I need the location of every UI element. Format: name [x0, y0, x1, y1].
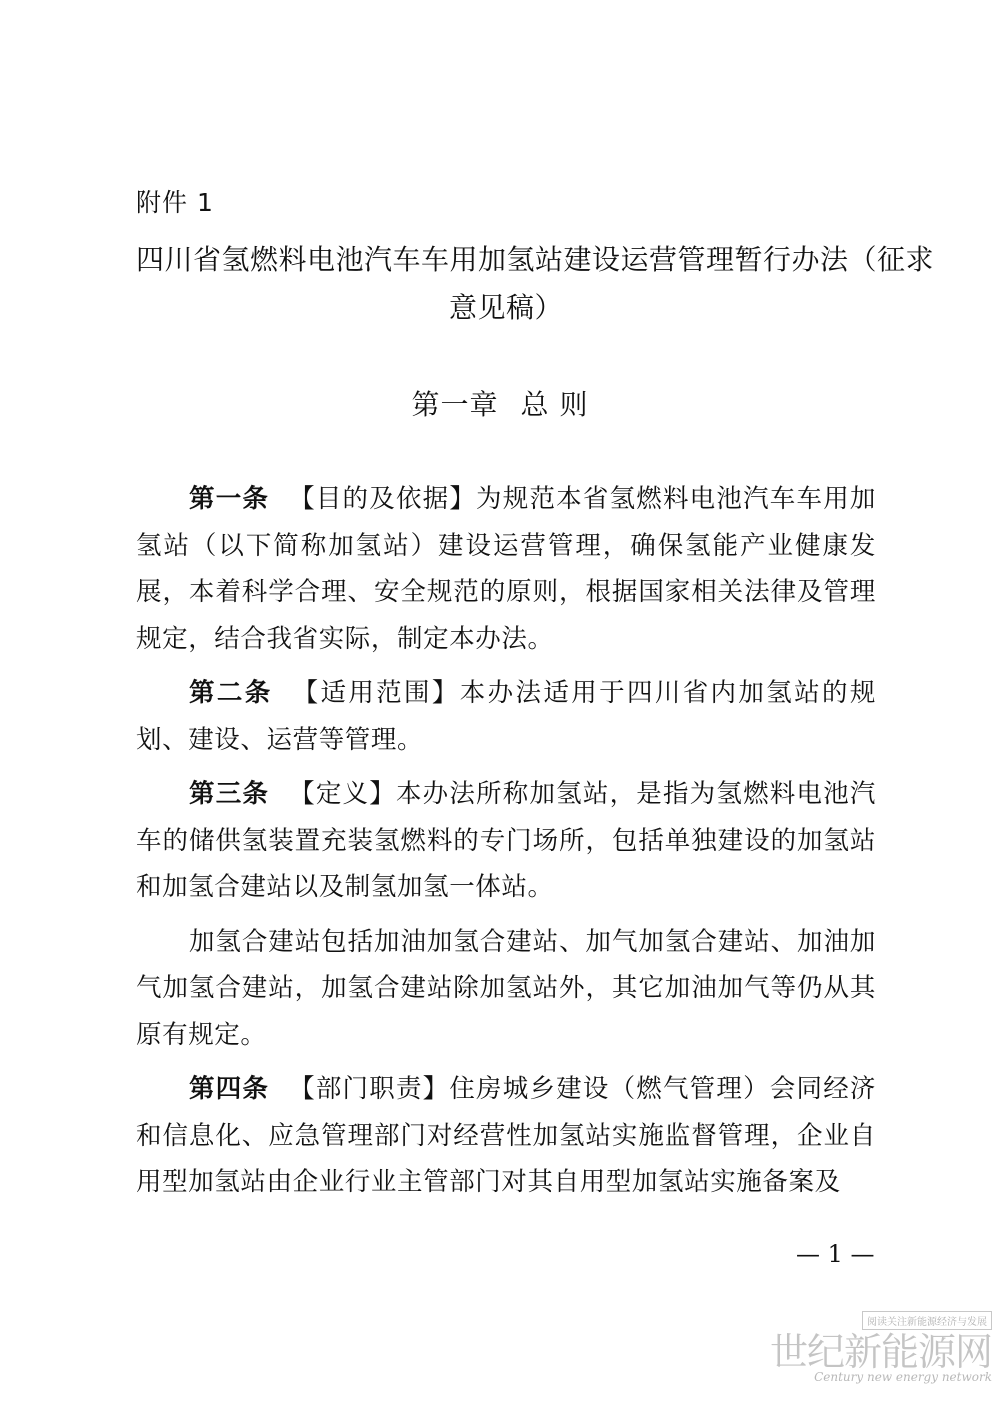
article-text: 【适用范围】本办法适用于四川省内加氢站的规划、建设、运营等管理。 — [136, 678, 876, 755]
article-number: 第一条 — [189, 484, 270, 514]
article-text: 【目的及依据】为规范本省氢燃料电池汽车车用加氢站（以下简称加氢站）建设运营管理，确保氢能产业健康发展，本着科学合理、安全规范的原则，根据国家相关法律及管理规定，结合我省实际，制定本办法。 — [136, 484, 876, 654]
body-paragraph — [136, 919, 876, 1059]
title-line-2: 意见稿） — [448, 291, 563, 324]
watermark-tag: 阅读关注新能源经济与发展 — [862, 1311, 992, 1330]
article-text: 【定义】本办法所称加氢站，是指为氢燃料电池汽车的储供氢装置充装氢燃料的专门场所，包括单独建设的加氢站和加氢合建站以及制氢加氢一体站。 — [136, 779, 876, 902]
title-line-1: 四川省氢燃料电池汽车车用加氢站建设运营管理暂行办法（征求 — [136, 243, 935, 276]
watermark — [770, 1310, 992, 1384]
article-number: 第三条 — [189, 779, 270, 809]
watermark-subtitle: Century new energy network — [814, 1370, 992, 1384]
paragraph-text: 加氢合建站包括加油加氢合建站、加气加氢合建站、加油加气加氢合建站，加氢合建站除加氢站外，其它加油加气等仍从其原有规定。 — [136, 926, 876, 1050]
article-paragraph — [136, 771, 876, 911]
article-paragraph — [136, 476, 876, 662]
watermark-logo: 世纪新能源网 — [770, 1330, 993, 1374]
article-paragraph — [136, 1066, 876, 1206]
article-number: 第四条 — [189, 1074, 270, 1104]
document-title — [136, 236, 935, 332]
page-number: — 1 — — [796, 1240, 875, 1268]
chapter-number: 第一章 — [411, 388, 499, 421]
chapter-name: 总 则 — [520, 388, 589, 421]
document-body — [136, 476, 876, 1214]
article-text: 【部门职责】住房城乡建设（燃气管理）会同经济和信息化、应急管理部门对经营性加氢站实施监督管理，企业自用型加氢站由企业行业主管部门对其自用型加氢站实施备案及 — [136, 1074, 876, 1197]
article-paragraph — [136, 670, 876, 763]
attachment-label: 附件 1 — [136, 188, 214, 217]
chapter-heading — [0, 383, 1000, 423]
article-number: 第二条 — [189, 678, 273, 708]
